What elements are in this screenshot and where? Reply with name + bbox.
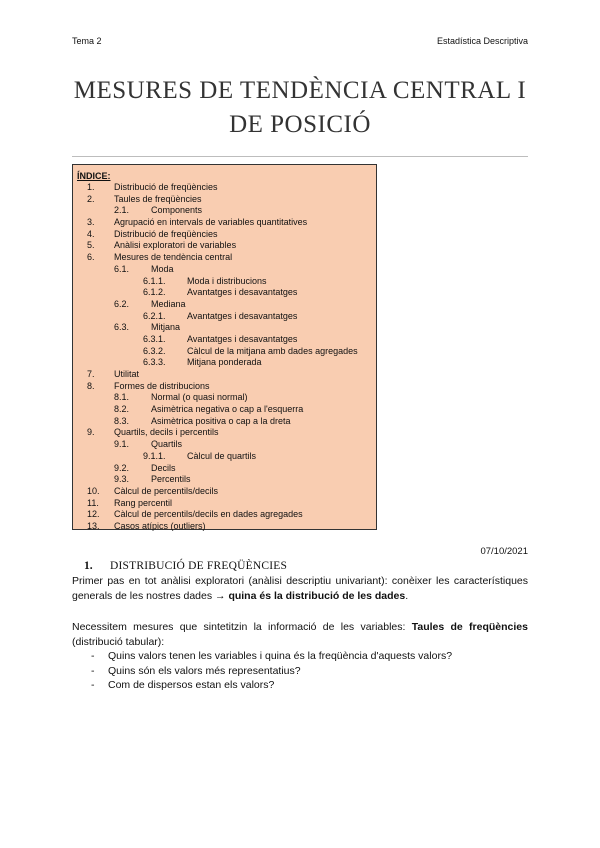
paragraph-2 (72, 620, 528, 649)
toc-entry (73, 287, 376, 299)
toc-heading: ÍNDICE: (77, 171, 111, 181)
paragraph-1 (72, 574, 528, 603)
toc-entry-number: 6.1.2. (143, 287, 166, 298)
section-number: 1. (84, 560, 93, 572)
bullet-dash: - (91, 650, 95, 662)
paragraph-2-end: (distribució tabular): (72, 635, 165, 648)
toc-entry-number: 10. (87, 485, 100, 496)
toc-entry (73, 346, 376, 358)
toc-entry (73, 322, 376, 334)
toc-entry-number: 9.1.1. (143, 450, 166, 461)
bullet-dash: - (91, 664, 95, 677)
toc-entry-number: 8.3. (114, 415, 130, 426)
toc-entry-number: 2.1. (114, 205, 130, 216)
toc-entries (73, 182, 376, 533)
section-title: DISTRIBUCIÓ DE FREQÜÈNCIES (110, 560, 288, 572)
paragraph-1-end: . (405, 589, 409, 602)
toc-entry (73, 205, 376, 217)
toc-entry (73, 311, 376, 323)
toc-entry (73, 217, 376, 229)
toc-entry-text: Càlcul de percentils/decils (114, 485, 219, 496)
list-item (72, 678, 528, 693)
toc-entry (73, 463, 376, 475)
page-title (60, 74, 540, 142)
toc-entry (73, 264, 376, 276)
toc-entry (73, 194, 376, 206)
toc-entry-text: Percentils (151, 474, 191, 485)
toc-entry (73, 451, 376, 463)
header-left: Tema 2 (72, 36, 102, 46)
date: 07/10/2021 (480, 546, 528, 557)
toc-entry-number: 9.2. (114, 462, 130, 473)
bullet-dash: - (91, 679, 95, 691)
toc-entry (73, 229, 376, 241)
toc-entry (73, 182, 376, 194)
toc-entry-text: Taules de freqüències (114, 193, 202, 204)
toc-entry (73, 486, 376, 498)
toc-entry-text: Càlcul de quartils (187, 450, 257, 461)
toc-entry-text: Moda (151, 263, 174, 274)
toc-entry (73, 381, 376, 393)
toc-entry (73, 334, 376, 346)
toc-entry-text: Mitjana (151, 322, 181, 333)
toc-entry-number: 5. (87, 240, 95, 251)
paragraph-2-bold: Taules de freqüències (411, 621, 528, 633)
header-right: Estadística Descriptiva (436, 36, 528, 46)
table-of-contents (72, 164, 377, 530)
toc-entry-text: Rang percentil (114, 497, 173, 508)
toc-entry (73, 299, 376, 311)
toc-entry-number: 6.3. (114, 322, 130, 333)
toc-entry-number: 6.2. (114, 298, 130, 309)
toc-entry (73, 416, 376, 428)
toc-entry-text: Moda i distribucions (187, 275, 267, 286)
toc-entry-text: Avantatges i desavantatges (187, 287, 298, 298)
toc-entry-number: 6.3.3. (143, 357, 166, 368)
toc-entry (73, 498, 376, 510)
toc-entry (73, 357, 376, 369)
toc-entry-text: Formes de distribucions (114, 380, 210, 391)
toc-entry-number: 6.3.2. (143, 345, 166, 356)
toc-entry-text: Quartils, decils i percentils (114, 427, 219, 438)
toc-entry-number: 1. (87, 182, 95, 192)
toc-entry-text: Anàlisi exploratori de variables (114, 240, 237, 251)
toc-entry (73, 252, 376, 264)
section-heading (84, 560, 287, 572)
toc-entry-number: 6.1. (114, 263, 130, 274)
toc-entry-number: 4. (87, 228, 95, 239)
toc-entry-text: Mitjana ponderada (187, 357, 262, 368)
toc-entry-number: 2. (87, 193, 95, 204)
toc-entry-text: Asimètrica negativa o cap a l'esquerra (151, 404, 304, 415)
toc-entry-number: 11. (87, 497, 99, 508)
toc-entry (73, 404, 376, 416)
toc-entry-number: 6. (87, 252, 95, 263)
toc-entry-text: Casos atípics (outliers) (114, 520, 206, 531)
toc-entry-number: 8.2. (114, 404, 130, 415)
toc-entry-text: Distribució de freqüències (114, 228, 218, 239)
toc-entry-number: 8. (87, 380, 95, 391)
toc-entry-number: 9. (87, 427, 95, 438)
toc-entry-text: Avantatges i desavantatges (187, 333, 298, 344)
toc-entry-text: Utilitat (114, 369, 140, 379)
paragraph-1-bold: quina és la distribució de les dades (228, 589, 406, 602)
toc-entry-text: Components (151, 205, 203, 216)
toc-entry-text: Distribució de freqüències (114, 182, 218, 192)
toc-entry-text: Normal (o quasi normal) (151, 392, 248, 403)
toc-entry-number: 9.3. (114, 474, 130, 485)
title-divider (72, 156, 528, 157)
toc-entry-text: Avantatges i desavantatges (187, 310, 298, 321)
toc-entry-number: 8.1. (114, 392, 130, 403)
paragraph-1-text: Primer pas en tot anàlisi exploratori (anàlisi descriptiu univariant): conèixer les característiques generals de les nostres dades → (72, 575, 528, 602)
toc-entry-number: 13. (87, 520, 100, 531)
bullet-text: Com de dispersos estan els valors? (108, 679, 275, 691)
bullet-text: Quins valors tenen les variables i quina és la freqüència d'aquests valors? (108, 650, 453, 662)
list-item (72, 649, 528, 664)
toc-entry (73, 392, 376, 404)
toc-entry (73, 474, 376, 486)
toc-entry-text: Agrupació en intervals de variables quantitatives (114, 217, 308, 228)
toc-entry-text: Asimètrica positiva o cap a la dreta (151, 415, 291, 426)
title-line-1: MESURES DE TENDÈNCIA CENTRAL I (73, 77, 527, 104)
toc-entry-number: 9.1. (114, 439, 130, 450)
bullet-list (72, 649, 528, 693)
toc-entry-text: Mesures de tendència central (114, 252, 233, 263)
toc-entry-number: 3. (87, 217, 95, 228)
toc-entry (73, 369, 376, 381)
toc-entry-text: Càlcul de la mitjana amb dades agregades (187, 345, 358, 356)
paragraph-2-text: Necessitem mesures que sintetitzin la informació de les variables: (72, 621, 412, 633)
toc-entry-number: 6.2.1. (143, 310, 166, 321)
toc-entry (73, 276, 376, 288)
toc-entry-text: Decils (151, 462, 176, 473)
title-line-2: DE POSICIÓ (229, 111, 371, 138)
toc-entry (73, 240, 376, 252)
toc-entry (73, 509, 376, 521)
toc-entry (73, 439, 376, 451)
toc-entry (73, 521, 376, 533)
toc-entry-number: 6.3.1. (143, 333, 166, 344)
bullet-text: Quins són els valors més representatius? (108, 664, 301, 677)
toc-entry-text: Càlcul de percentils/decils en dades agregades (114, 509, 303, 520)
toc-entry-number: 7. (87, 369, 95, 379)
toc-entry-number: 6.1.1. (143, 275, 166, 286)
toc-entry (73, 427, 376, 439)
list-item (72, 664, 528, 679)
toc-entry-text: Quartils (151, 439, 183, 450)
toc-entry-text: Mediana (151, 298, 186, 309)
toc-entry-number: 12. (87, 509, 100, 520)
